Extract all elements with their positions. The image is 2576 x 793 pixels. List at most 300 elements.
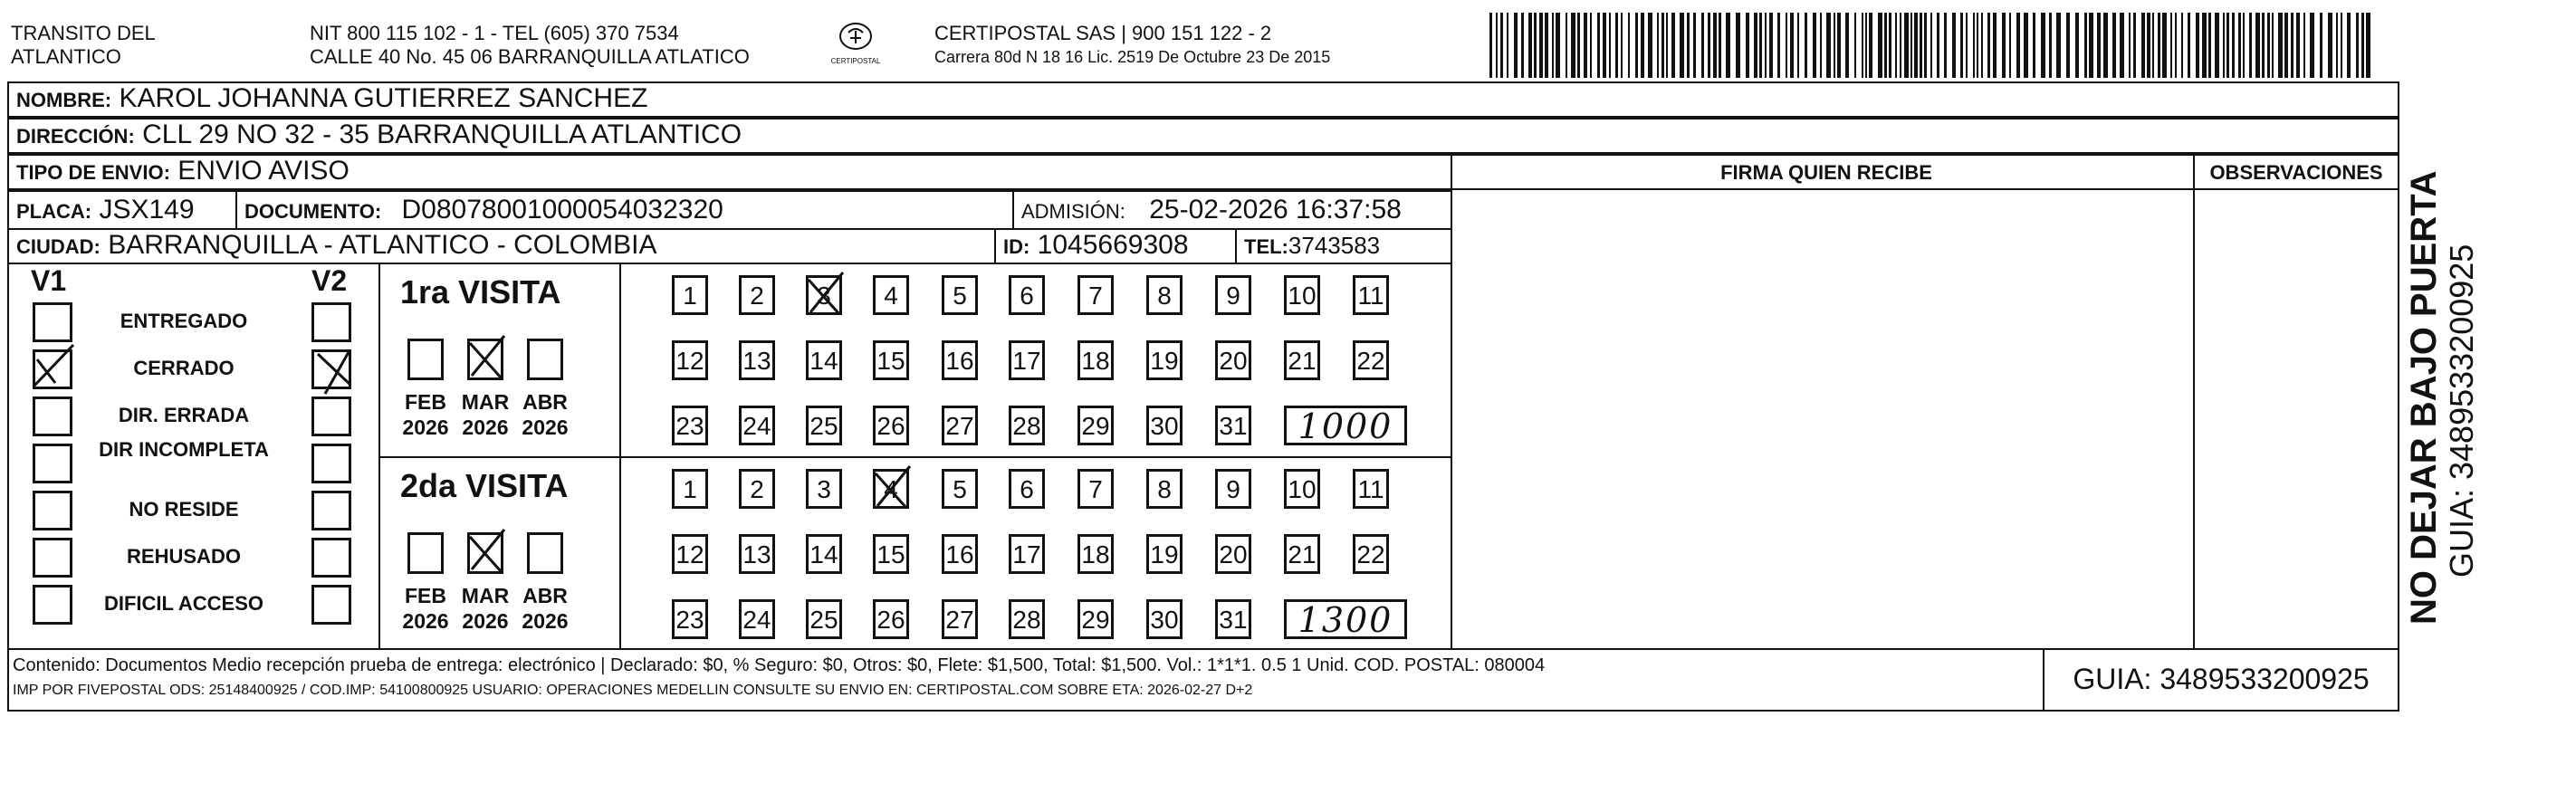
day-checkbox[interactable]: [1146, 406, 1183, 445]
day-checkbox[interactable]: [1146, 534, 1183, 574]
visit2-title: 2da VISITA: [400, 467, 569, 504]
barcode-bar: [1920, 13, 1922, 78]
barcode-bar: [1609, 13, 1611, 78]
barcode-bar: [1648, 13, 1652, 78]
barcode-bar: [1708, 13, 1710, 78]
day-number: 4: [884, 475, 898, 503]
day-checkbox[interactable]: [1146, 340, 1183, 380]
month-year: 2026: [522, 416, 569, 439]
barcode-bar: [1930, 13, 1932, 78]
barcode-bar: [1904, 13, 1909, 78]
barcode-bar: [1534, 13, 1537, 78]
barcode-bar: [2320, 13, 2322, 78]
day-checkbox[interactable]: [873, 469, 909, 509]
barcode-bar: [2366, 13, 2370, 78]
barcode-bar: [2033, 13, 2035, 78]
barcode-bar: [1865, 13, 1867, 78]
barcode-bar: [1987, 13, 1990, 78]
day-number: 27: [945, 606, 974, 634]
barcode-bar: [1966, 13, 1968, 78]
day-checkbox[interactable]: [873, 275, 909, 315]
admision-value: 25-02-2026 16:37:58: [1149, 195, 1402, 225]
day-checkbox[interactable]: [1215, 275, 1251, 315]
barcode-bar: [2097, 13, 2101, 78]
id-cell: [994, 228, 1237, 264]
day-number: 4: [884, 282, 898, 310]
barcode-bar: [1777, 13, 1780, 78]
day-number: 19: [1150, 347, 1179, 375]
placa-value: JSX149: [99, 195, 195, 225]
firma-area: [1451, 188, 2195, 650]
barcode-bar: [1539, 13, 1543, 78]
status-label: NO RESIDE: [129, 498, 239, 521]
day-checkbox[interactable]: [739, 340, 775, 380]
barcode-bar: [1862, 13, 1863, 78]
barcode-bar: [1514, 13, 1518, 78]
barcode-bar: [1713, 13, 1717, 78]
month-name: MAR: [461, 584, 510, 607]
sender-name-line1: TRANSITO DEL: [11, 22, 156, 44]
month-checkbox[interactable]: [467, 339, 503, 380]
barcode-bar: [1837, 13, 1841, 78]
month-checkbox[interactable]: [407, 339, 444, 380]
day-checkbox[interactable]: [873, 340, 909, 380]
barcode-bar: [1528, 13, 1532, 78]
barcode-bar: [2341, 13, 2342, 78]
day-checkbox[interactable]: [1284, 340, 1320, 380]
day-number: 27: [945, 412, 974, 440]
barcode-bar: [2356, 13, 2359, 78]
barcode-bar: [1797, 13, 1799, 78]
barcode-bar: [2024, 13, 2028, 78]
barcode-bar: [1657, 13, 1659, 78]
day-number: 31: [1219, 412, 1248, 440]
day-number: 6: [1020, 282, 1034, 310]
day-checkbox[interactable]: [1284, 534, 1320, 574]
day-number: 14: [809, 347, 838, 375]
day-number: 16: [945, 347, 974, 375]
barcode-bar: [1577, 13, 1580, 78]
barcode-bar: [1736, 13, 1740, 78]
placa-cell: [7, 190, 237, 230]
day-checkbox[interactable]: [1353, 275, 1389, 315]
day-checkbox[interactable]: [1146, 469, 1183, 509]
day-number: 10: [1288, 475, 1317, 503]
check-mark-icon: [464, 528, 510, 577]
barcode-bar: [1661, 13, 1664, 78]
day-checkbox[interactable]: [873, 406, 909, 445]
day-number: 5: [953, 282, 967, 310]
barcode-bar: [1820, 13, 1822, 78]
day-number: 25: [809, 606, 838, 634]
day-number: 22: [1356, 540, 1385, 568]
barcode-bar: [2196, 13, 2199, 78]
barcode-bar: [2310, 13, 2314, 78]
barcode-bar: [1869, 13, 1872, 78]
day-number: 16: [945, 540, 974, 568]
nombre-row: [7, 81, 2399, 118]
day-number: 26: [876, 606, 905, 634]
month-checkbox[interactable]: [467, 532, 503, 574]
status-label: CERRADO: [133, 357, 235, 379]
day-number: 2: [750, 282, 764, 310]
month-year: 2026: [462, 416, 509, 439]
day-number: 23: [675, 412, 704, 440]
v2-checkbox[interactable]: [311, 302, 351, 342]
barcode-bar: [2041, 13, 2045, 78]
tel-cell: [1235, 228, 1452, 264]
month-label: [516, 583, 574, 634]
day-checkbox[interactable]: [1215, 599, 1251, 639]
day-checkbox[interactable]: [1353, 534, 1389, 574]
day-checkbox[interactable]: [672, 599, 708, 639]
day-checkbox[interactable]: [942, 275, 978, 315]
barcode: [1489, 13, 2372, 78]
day-checkbox[interactable]: [1284, 469, 1320, 509]
tel-label: TEL:: [1244, 235, 1288, 258]
barcode-bar: [1671, 13, 1675, 78]
barcode-bar: [1993, 13, 1997, 78]
status-label: DIFICIL ACCESO: [103, 592, 263, 615]
month-label: [516, 389, 574, 440]
day-checkbox[interactable]: [1284, 275, 1320, 315]
barcode-bar: [1590, 13, 1592, 78]
barcode-bar: [2267, 13, 2270, 78]
day-number: 31: [1219, 606, 1248, 634]
month-year: 2026: [402, 609, 449, 633]
barcode-bar: [1914, 13, 1918, 78]
ciudad-value: BARRANQUILLA - ATLANTICO - COLOMBIA: [108, 230, 657, 260]
day-checkbox[interactable]: [672, 469, 708, 509]
day-checkbox[interactable]: [806, 406, 842, 445]
barcode-bar: [1496, 13, 1498, 78]
day-number: 30: [1150, 412, 1179, 440]
check-mark-icon: [464, 334, 510, 383]
barcode-bar: [1878, 13, 1882, 78]
month-name: ABR: [522, 584, 568, 607]
nombre-label: NOMBRE:: [16, 89, 112, 111]
barcode-bar: [2284, 13, 2288, 78]
barcode-bar: [1910, 13, 1912, 78]
day-checkbox[interactable]: [1009, 340, 1045, 380]
day-number: 24: [742, 412, 771, 440]
day-number: 20: [1219, 347, 1248, 375]
barcode-bar: [2152, 13, 2154, 78]
day-checkbox[interactable]: [1077, 469, 1114, 509]
barcode-bar: [1834, 13, 1835, 78]
barcode-bar: [2120, 13, 2124, 78]
documento-label: DOCUMENTO:: [244, 200, 382, 223]
month-name: FEB: [405, 584, 446, 607]
carrier-line: CERTIPOSTAL SAS | 900 151 122 - 2: [934, 22, 1272, 44]
month-label: [397, 389, 455, 440]
day-number: 12: [675, 540, 704, 568]
month-name: FEB: [405, 390, 446, 414]
check-mark-icon: [312, 349, 358, 394]
barcode-bar: [1628, 13, 1630, 78]
barcode-bar: [2188, 13, 2190, 78]
day-checkbox[interactable]: [739, 469, 775, 509]
id-value: 1045669308: [1037, 230, 1189, 260]
day-number: 13: [742, 347, 771, 375]
barcode-bar: [1615, 13, 1618, 78]
day-checkbox[interactable]: [739, 599, 775, 639]
barcode-bar: [1726, 13, 1730, 78]
barcode-bar: [2215, 13, 2219, 78]
barcode-bar: [1769, 13, 1773, 78]
v2-checkbox[interactable]: [311, 538, 351, 578]
month-year: 2026: [522, 609, 569, 633]
tipo-row: [7, 154, 1452, 190]
day-number: 29: [1081, 412, 1110, 440]
month-name: ABR: [522, 390, 568, 414]
barcode-bar: [2226, 13, 2229, 78]
day-checkbox[interactable]: [1009, 599, 1045, 639]
v2-checkbox[interactable]: [311, 396, 351, 436]
id-label: ID:: [1003, 235, 1030, 258]
day-number: 15: [876, 540, 905, 568]
barcode-bar: [2278, 13, 2283, 78]
day-number: 21: [1288, 347, 1317, 375]
day-checkbox[interactable]: [1009, 469, 1045, 509]
day-checkbox[interactable]: [1077, 406, 1114, 445]
day-checkbox[interactable]: [1353, 340, 1389, 380]
barcode-bar: [2002, 13, 2006, 78]
day-checkbox[interactable]: [739, 406, 775, 445]
barcode-bar: [1952, 13, 1956, 78]
barcode-bar: [2162, 13, 2167, 78]
barcode-bar: [1701, 13, 1704, 78]
barcode-bar: [1805, 13, 1807, 78]
month-year: 2026: [402, 416, 449, 439]
barcode-bar: [2016, 13, 2020, 78]
day-number: 23: [675, 606, 704, 634]
day-checkbox[interactable]: [806, 469, 842, 509]
barcode-bar: [1603, 13, 1606, 78]
day-number: 15: [876, 347, 905, 375]
barcode-bar: [1981, 13, 1983, 78]
barcode-bar: [2056, 13, 2061, 78]
day-number: 18: [1081, 540, 1110, 568]
barcode-bar: [1937, 13, 1939, 78]
barcode-bar: [1924, 13, 1927, 78]
barcode-bar: [1759, 13, 1762, 78]
barcode-bar: [1635, 13, 1638, 78]
barcode-bar: [2243, 13, 2245, 78]
barcode-bar: [2141, 13, 2145, 78]
direccion-row: [7, 118, 2399, 154]
day-checkbox[interactable]: [672, 406, 708, 445]
handwritten-time[interactable]: 1300: [1284, 599, 1407, 639]
barcode-bar: [1746, 13, 1749, 78]
v2-checkbox[interactable]: [311, 491, 351, 530]
day-number: 3: [817, 475, 831, 503]
day-number: 13: [742, 540, 771, 568]
day-checkbox[interactable]: [1215, 534, 1251, 574]
day-number: 30: [1150, 606, 1179, 634]
day-checkbox[interactable]: [1215, 340, 1251, 380]
barcode-bar: [1884, 13, 1887, 78]
barcode-bar: [2347, 13, 2351, 78]
day-number: 11: [1357, 475, 1384, 503]
day-number: 1: [683, 475, 697, 503]
barcode-bar: [2336, 13, 2338, 78]
day-number: 21: [1288, 540, 1317, 568]
day-checkbox[interactable]: [806, 599, 842, 639]
status-label: DIR. ERRADA: [118, 404, 250, 426]
barcode-bar: [2112, 13, 2116, 78]
barcode-bar: [1641, 13, 1644, 78]
barcode-bar: [2272, 13, 2274, 78]
footer-guia: GUIA: 3489533200925: [2073, 663, 2370, 695]
day-checkbox[interactable]: [672, 340, 708, 380]
day-checkbox[interactable]: [942, 340, 978, 380]
v1-label: V1: [31, 264, 67, 297]
day-number: 29: [1081, 606, 1110, 634]
barcode-bar: [2129, 13, 2131, 78]
barcode-bar: [1552, 13, 1554, 78]
barcode-bar: [1813, 13, 1816, 78]
barcode-bar: [2202, 13, 2207, 78]
day-checkbox[interactable]: [672, 275, 708, 315]
month-checkbox[interactable]: [527, 532, 563, 574]
day-number: 3: [817, 282, 831, 310]
day-checkbox[interactable]: [1077, 275, 1114, 315]
day-checkbox[interactable]: [942, 469, 978, 509]
day-number: 25: [809, 412, 838, 440]
barcode-bar: [1960, 13, 1963, 78]
day-checkbox[interactable]: [1009, 406, 1045, 445]
handwritten-time[interactable]: 1000: [1284, 406, 1407, 445]
barcode-bar: [1489, 13, 1492, 78]
month-checkbox[interactable]: [527, 339, 563, 380]
logo-caption: CERTIPOSTAL: [830, 57, 881, 65]
barcode-bar: [2158, 13, 2160, 78]
side-text: [2404, 109, 2480, 625]
barcode-bar: [2009, 13, 2011, 78]
side-guia: GUIA: 3489533200925: [2443, 244, 2480, 578]
day-number: 8: [1157, 475, 1172, 503]
barcode-bar: [2262, 13, 2265, 78]
admision-label: ADMISIÓN:: [1021, 200, 1125, 223]
day-number: 28: [1012, 606, 1041, 634]
day-checkbox[interactable]: [1215, 406, 1251, 445]
day-checkbox[interactable]: [873, 534, 909, 574]
placa-label: PLACA:: [16, 200, 92, 223]
check-mark-icon: [870, 464, 915, 513]
admision-cell: [1012, 190, 1452, 230]
barcode-bar: [1566, 13, 1567, 78]
day-checkbox[interactable]: [873, 599, 909, 639]
barcode-bar: [2232, 13, 2235, 78]
certipostal-logo: [819, 22, 892, 66]
day-checkbox[interactable]: [1009, 534, 1045, 574]
sender-name-block: [11, 22, 156, 69]
barcode-bar: [2049, 13, 2052, 78]
barcode-bar: [1507, 13, 1508, 78]
month-year: 2026: [462, 609, 509, 633]
barcode-bar: [1765, 13, 1767, 78]
day-checkbox[interactable]: [1215, 469, 1251, 509]
tipo-label: TIPO DE ENVIO:: [16, 161, 170, 184]
barcode-bar: [1571, 13, 1575, 78]
barcode-bar: [2133, 13, 2136, 78]
month-label: [456, 389, 514, 440]
day-number: 7: [1088, 475, 1103, 503]
day-number: 12: [675, 347, 704, 375]
barcode-bar: [1666, 13, 1668, 78]
barcode-bar: [1584, 13, 1587, 78]
day-number: 19: [1150, 540, 1179, 568]
ciudad-label: CIUDAD:: [16, 235, 101, 258]
certipostal-logo-icon: [838, 22, 874, 53]
day-checkbox[interactable]: [942, 599, 978, 639]
day-checkbox[interactable]: [1146, 599, 1183, 639]
day-number: 9: [1226, 475, 1240, 503]
day-checkbox[interactable]: [806, 340, 842, 380]
barcode-bar: [1680, 13, 1684, 78]
barcode-bar: [2089, 13, 2093, 78]
day-checkbox[interactable]: [1146, 275, 1183, 315]
v2-checkbox[interactable]: [311, 444, 351, 483]
barcode-bar: [2296, 13, 2300, 78]
day-checkbox[interactable]: [739, 534, 775, 574]
barcode-bar: [1895, 13, 1897, 78]
month-checkbox[interactable]: [407, 532, 444, 574]
barcode-bar: [2238, 13, 2241, 78]
day-number: 9: [1226, 282, 1240, 310]
v2-checkbox[interactable]: [311, 585, 351, 625]
day-checkbox[interactable]: [806, 275, 842, 315]
day-checkbox[interactable]: [806, 534, 842, 574]
barcode-bar: [1786, 13, 1787, 78]
day-checkbox[interactable]: [1077, 340, 1114, 380]
sender-info-block: [310, 22, 750, 69]
direccion-label: DIRECCIÓN:: [16, 125, 135, 148]
status-label: ENTREGADO: [120, 310, 248, 332]
tel-value: 3743583: [1288, 232, 1381, 259]
observaciones-label: OBSERVACIONES: [2209, 161, 2383, 184]
barcode-bar: [1754, 13, 1757, 78]
sender-address: CALLE 40 No. 45 06 BARRANQUILLA ATLATICO: [310, 45, 750, 68]
day-checkbox[interactable]: [942, 406, 978, 445]
firma-header: [1451, 154, 2195, 190]
day-checkbox[interactable]: [672, 534, 708, 574]
day-number: 8: [1157, 282, 1172, 310]
day-checkbox[interactable]: [1353, 469, 1389, 509]
day-number: 18: [1081, 347, 1110, 375]
day-checkbox[interactable]: [1077, 599, 1114, 639]
barcode-bar: [1597, 13, 1600, 78]
tipo-value: ENVIO AVISO: [177, 156, 350, 186]
day-number: 28: [1012, 412, 1041, 440]
day-checkbox[interactable]: [942, 534, 978, 574]
barcode-bar: [2361, 13, 2364, 78]
barcode-bar: [2175, 13, 2177, 78]
barcode-bar: [2208, 13, 2211, 78]
documento-value: D08078001000054032320: [401, 195, 723, 225]
v2-label: V2: [311, 264, 348, 297]
v2-checkbox[interactable]: [311, 349, 351, 389]
barcode-bar: [2066, 13, 2070, 78]
day-checkbox[interactable]: [1009, 275, 1045, 315]
barcode-bar: [1973, 13, 1975, 78]
day-checkbox[interactable]: [1077, 534, 1114, 574]
barcode-bar: [2181, 13, 2183, 78]
barcode-bar: [1719, 13, 1721, 78]
day-checkbox[interactable]: [739, 275, 775, 315]
sender-name-line2: ATLANTICO: [11, 45, 121, 68]
